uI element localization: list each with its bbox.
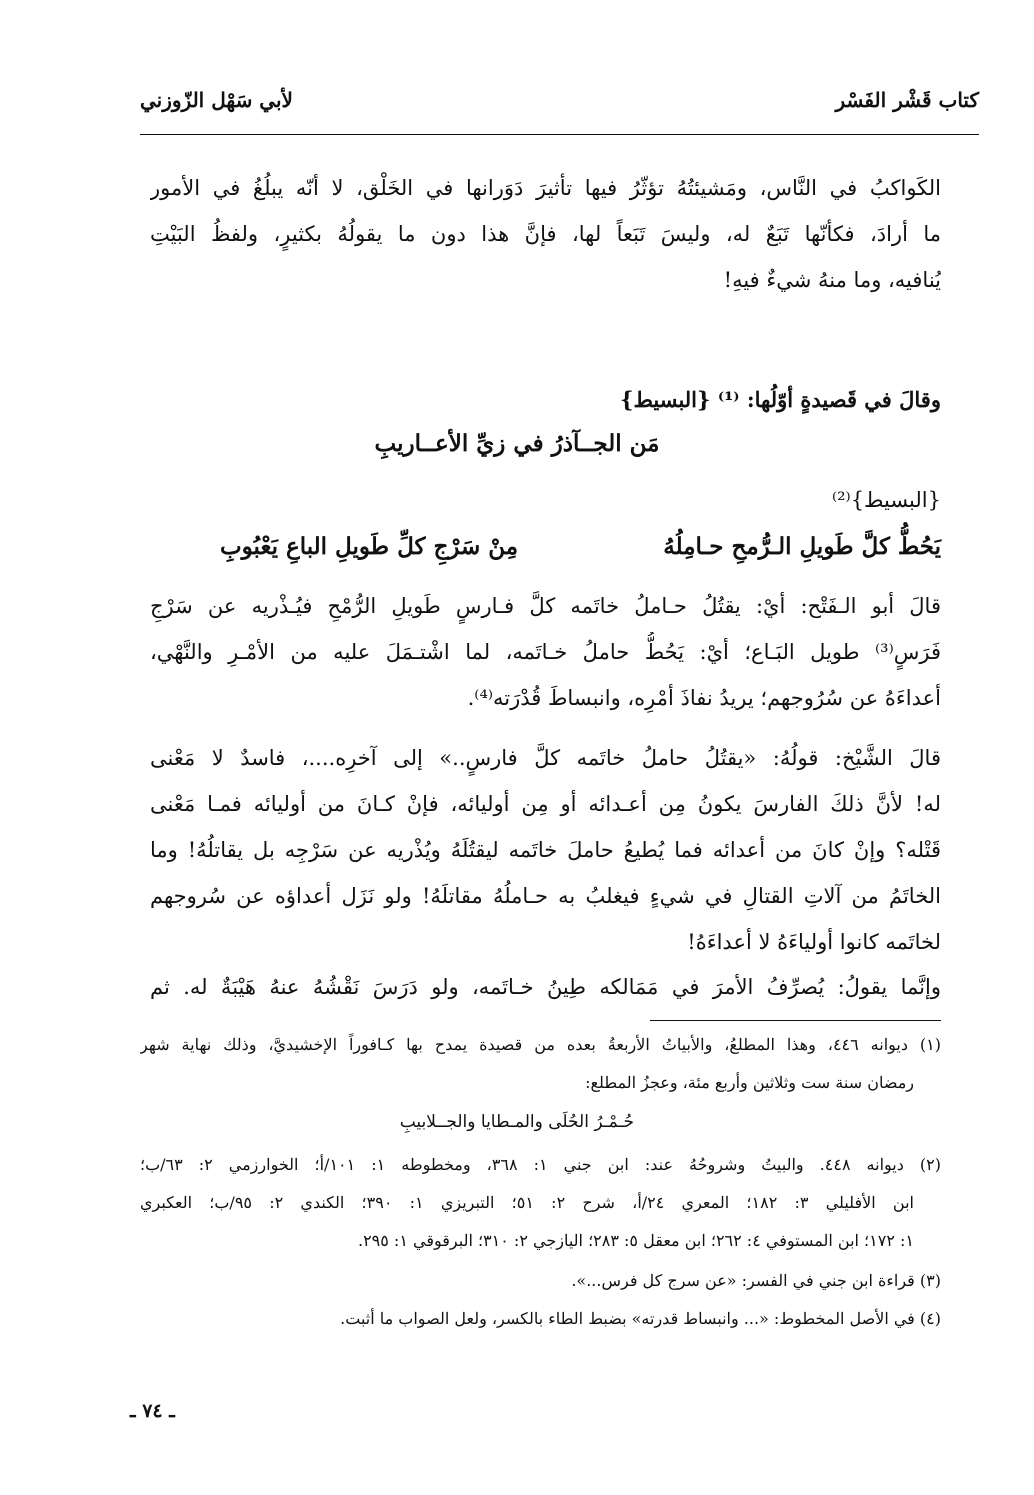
footnote-divider (650, 1020, 941, 1021)
footnote-4: (٤) في الأصل المخطوط: «... وانبساط قدرته» بضبط الطاء بالكسر، ولعل الصواب ما أثبت. (340, 1309, 941, 1328)
footnote-2: (٢) ديوانه ٤٤٨. والبيتُ وشروحُهُ عند: ابن جني ١: ٣٦٨، ومخطوطه ١: ١٠١/أ؛ الخوارزمي ٢: ٦٣/ب؛ (140, 1155, 941, 1174)
verse-couplet (150, 533, 941, 573)
page-number: ـ ٧٤ ـ (130, 1400, 175, 1422)
author-header: لأبي سَهْل الزّوزني (140, 88, 293, 112)
text-line: ما أرادَ، فكأنّها تَبَعٌ له، وليسَ تَبَعاً لها، فإنَّ هذا دون ما يقولُهُ بكثيرٍ، ولفظُ البَيْتِ (150, 222, 941, 246)
text-line: أعداءَهُ عن سُرُوجهم؛ يريدُ نفاذَ أمْرِه، وانبساطَ قُدْرَته⁽⁴⁾. (467, 686, 941, 710)
running-header (140, 88, 979, 128)
verse-hemistich-right: يَحُطُّ كلَّ طَويلِ الـرُّمحِ حـامِلُهُ (663, 533, 941, 560)
text-line: وإنَّما يقولُ: يُصرِّفُ الأمرَ في مَمَالكه طِينُ خـاتَمه، ولو دَرَسَ نَقْشُهُ عنهُ هَيْبَةٌ له. ثم (150, 975, 941, 999)
poem-heading: وقالَ في قَصيدةٍ أوّلُها: ⁽¹⁾ {البسيط} (619, 387, 941, 412)
text-line: الخاتَمُ من آلاتِ القتالِ في شيءٍ فيغلبُ به حـاملُهُ مقاتلَهُ! ولو نَزَل أعداؤه عن سُروجهم (150, 884, 941, 908)
text-line: قالَ الشَّيْخ: قولُهُ: «يقتُلُ حاملُ خاتَمه كلَّ فارسٍ..» إلى آخرِه....، فاسدٌ لا مَعْنى (150, 746, 941, 770)
text-line: قالَ أبو الـفَتْح: أيْ: يقتُلُ حـاملُ خاتَمه كلَّ فـارسٍ طَويلِ الرُّمْحِ فيُـذْريه عن سَرْجِ (150, 594, 941, 618)
verse-opening: مَن الجــآذرُ في زيِّ الأعــاريبِ (374, 430, 660, 457)
footnote-2-cont: ابن الأفليلي ٣: ١٨٢؛ المعري ٢٤/أ، شرح ٢: ٥١؛ التبريزي ١: ٣٩٠؛ الكندي ٢: ٩٥/ب؛ العكبري (140, 1193, 914, 1212)
book-title-header: كتاب قَشْر الفَسْر (835, 88, 979, 112)
text-line: لخاتَمه كانوا أولياءَهُ لا أعداءَهُ! (687, 930, 941, 954)
footnote-1: (١) ديوانه ٤٤٦، وهذا المطلعُ، والأبياتُ الأربعةُ بعده من قصيدة يمدح بها كـافوراً الإخشيديَّ، وذلك نهاية شهر (140, 1035, 941, 1054)
footnote-verse: حُـمْـرُ الحُلَى والمـطايا والجــلابيبِ (399, 1112, 634, 1132)
meter-label: {البسيط}⁽²⁾ (831, 488, 941, 512)
footnote-3: (٣) قراءة ابن جني في الفسر: «عن سرج كل فرس...». (571, 1271, 941, 1290)
text-line: يُنافيه، وما منهُ شيءٌ فيهِ! (723, 268, 941, 292)
header-divider (140, 134, 979, 135)
footnote-2-cont: ١: ١٧٢؛ ابن المستوفي ٤: ٢٦٢؛ ابن معقل ٥: ٢٨٣؛ اليازجي ٢: ٣١٠؛ البرقوقي ١: ٢٩٥. (357, 1231, 914, 1250)
verse-hemistich-left: مِنْ سَرْجِ كلِّ طَويلِ الباعِ يَعْبُوبِ (220, 533, 519, 560)
text-line: الكَواكبُ في النَّاس، ومَشيئتُهُ تؤثّرُ فيها تأثيرَ دَوَرانها في الخَلْق، لا أنّه يبلُغُ في الأمور (150, 176, 941, 200)
footnote-1-cont: رمضان سنة ست وثلاثين وأربع مئة، وعجزُ المطلع: (585, 1073, 914, 1092)
text-line: فَرَسٍ⁽³⁾ طويل البَـاع؛ أيْ: يَحُطُّ حاملُ خـاتَمه، لما اشْتـمَلَ عليه من الأمْـرِ والنَّهْي، (150, 640, 941, 664)
text-line: له! لأنَّ ذلكَ الفارسَ يكونُ مِن أعـدائه أو مِن أوليائه، فإنْ كـانَ من أوليائه فمـا مَعْنى (150, 792, 941, 816)
text-line: قَتْله؟ وإنْ كانَ من أعدائه فما يُطيعُ حاملَ خاتَمه ليقتُلَهُ ويُذْريه عن سَرْجِه بل يقاتلُهُ! وما (150, 838, 941, 862)
